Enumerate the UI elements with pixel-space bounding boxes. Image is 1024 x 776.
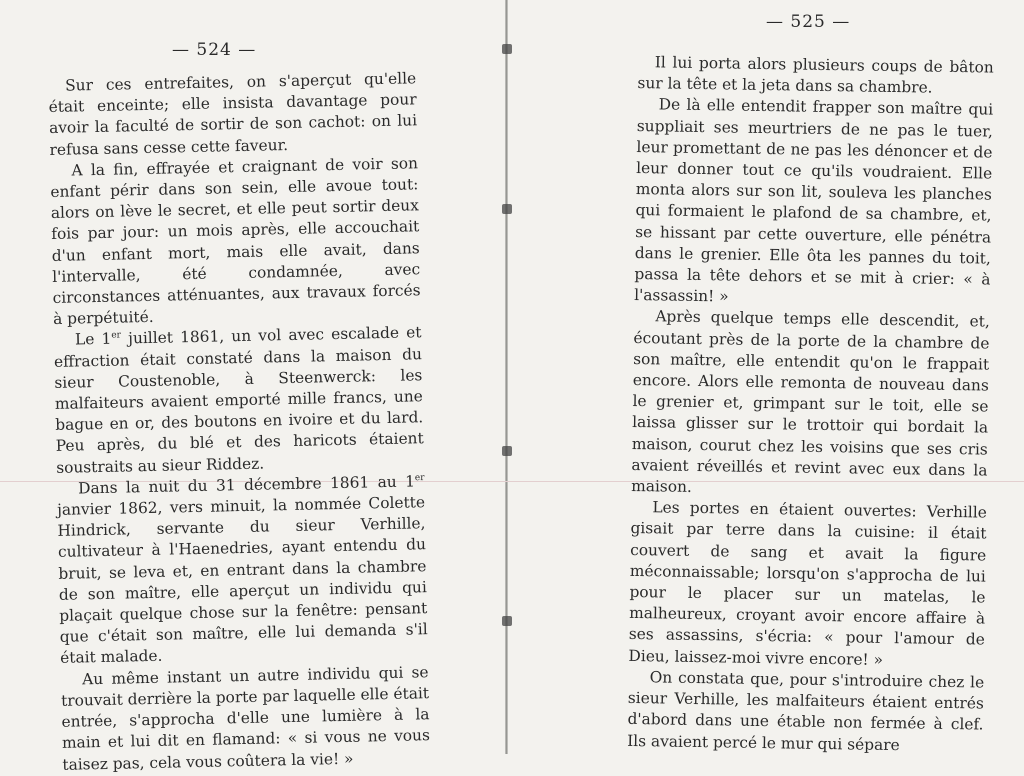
paragraph: Au même instant un autre individu qui se trouvait derrière la porte par laquelle elle était entrée, s'approcha d'elle une lumière à la main et lui dit en flamand: « si vous ne vous taisez pas, cela vous coûtera la vie! » (60, 662, 431, 774)
paragraph: Les portes en étaient ouvertes: Verhille gisait par terre dans la cuisine: il était couvert de sang et avait la figure méconnaissable; lorsqu'on s'approcha de lui pour le placer sur un matelas, le malheureux, croyant avoir encore affaire à ses assassins, s'écria: « pour l'amour de Dieu, laissez-moi vivre encore! » (628, 498, 987, 669)
paragraph: On constata que, pour s'introduire chez le sieur Verhille, les malfaiteurs étaient entrés d'abord dans une étable non fermée à clef. Ils avaient percé le mur qui sépare (627, 668, 985, 754)
paragraph: Après quelque temps elle descendit, et, écoutant près de la porte de la chambre de son maître, elle entendit qu'on le frappait encore. Alors elle remonta de nouveau dans le grenier et, grimpant sur le toit, elle se laissa glisser sur le trottoir qui bordait la maison, courut chez les voisins que ses cris avaient réveillés et revint avec eux dans la maison. (631, 307, 990, 496)
page-number: — 524 — (172, 40, 257, 60)
paragraph: A la fin, effrayée et craignant de voir son enfant périr dans son sein, elle avoue tout: alors on lève le secret, et elle peut sortir deux fois par jour: un mois après, elle accouchait d'un enfant mort, mais elle avait, dans l'intervalle, été condamnée, avec circonstances atténuantes, aux travaux forcés à perpétuité. (50, 154, 421, 329)
right-page (508, 0, 1024, 754)
paragraph: Il lui porta alors plusieurs coups de bâton sur la tête et la jeta dans sa chambre. (637, 53, 994, 97)
paragraph: Dans la nuit du 31 décembre 1861 au 1er janvier 1862, vers minuit, la nommée Colette Hindrick, servante du sieur Verhille, cultivateur à l'Haenedries, ayant entendu du bruit, se leva et, en entrant dans la chambre de son maître, elle aperçut un individu qui plaçait quelque chose sur la fenêtre: pensant que c'était son maître, elle lui demanda s'il était malade. (56, 472, 428, 668)
left-page (0, 0, 505, 774)
paragraph: Sur ces entrefaites, on s'aperçut qu'elle était enceinte; elle insista davantage pour avoir la faculté de sortir de son cachot: on lui refusa sans cesse cette faveur. (48, 69, 418, 159)
paragraph: De là elle entendit frapper son maître qui suppliait ses meurtriers de ne pas le tuer, leur promettant de ne pas les dénoncer et de leur donner tout ce qu'ils voudraient. Elle monta alors sur son lit, souleva les planches qui formaient le plafond de sa chambre, et, se hissant par cette ouverture, elle pénétra dans le grenier. Elle ôta les pannes du toit, passa la tête dehors et se mit à crier: « à l'assassin! » (634, 95, 994, 306)
paragraph: Le 1er juillet 1861, un vol avec escalade et effraction était constaté dans la maison du sieur Coustenoble, à Steenwerck: les malfaiteurs avaient emporté mille francs, une bague en or, des boutons en ivoire et du lard. Peu après, du blé et des haricots étaient soustraits au sieur Riddez. (53, 323, 424, 477)
page-number: — 525 — (766, 12, 851, 32)
page-text (48, 68, 431, 775)
page-text (627, 52, 994, 757)
